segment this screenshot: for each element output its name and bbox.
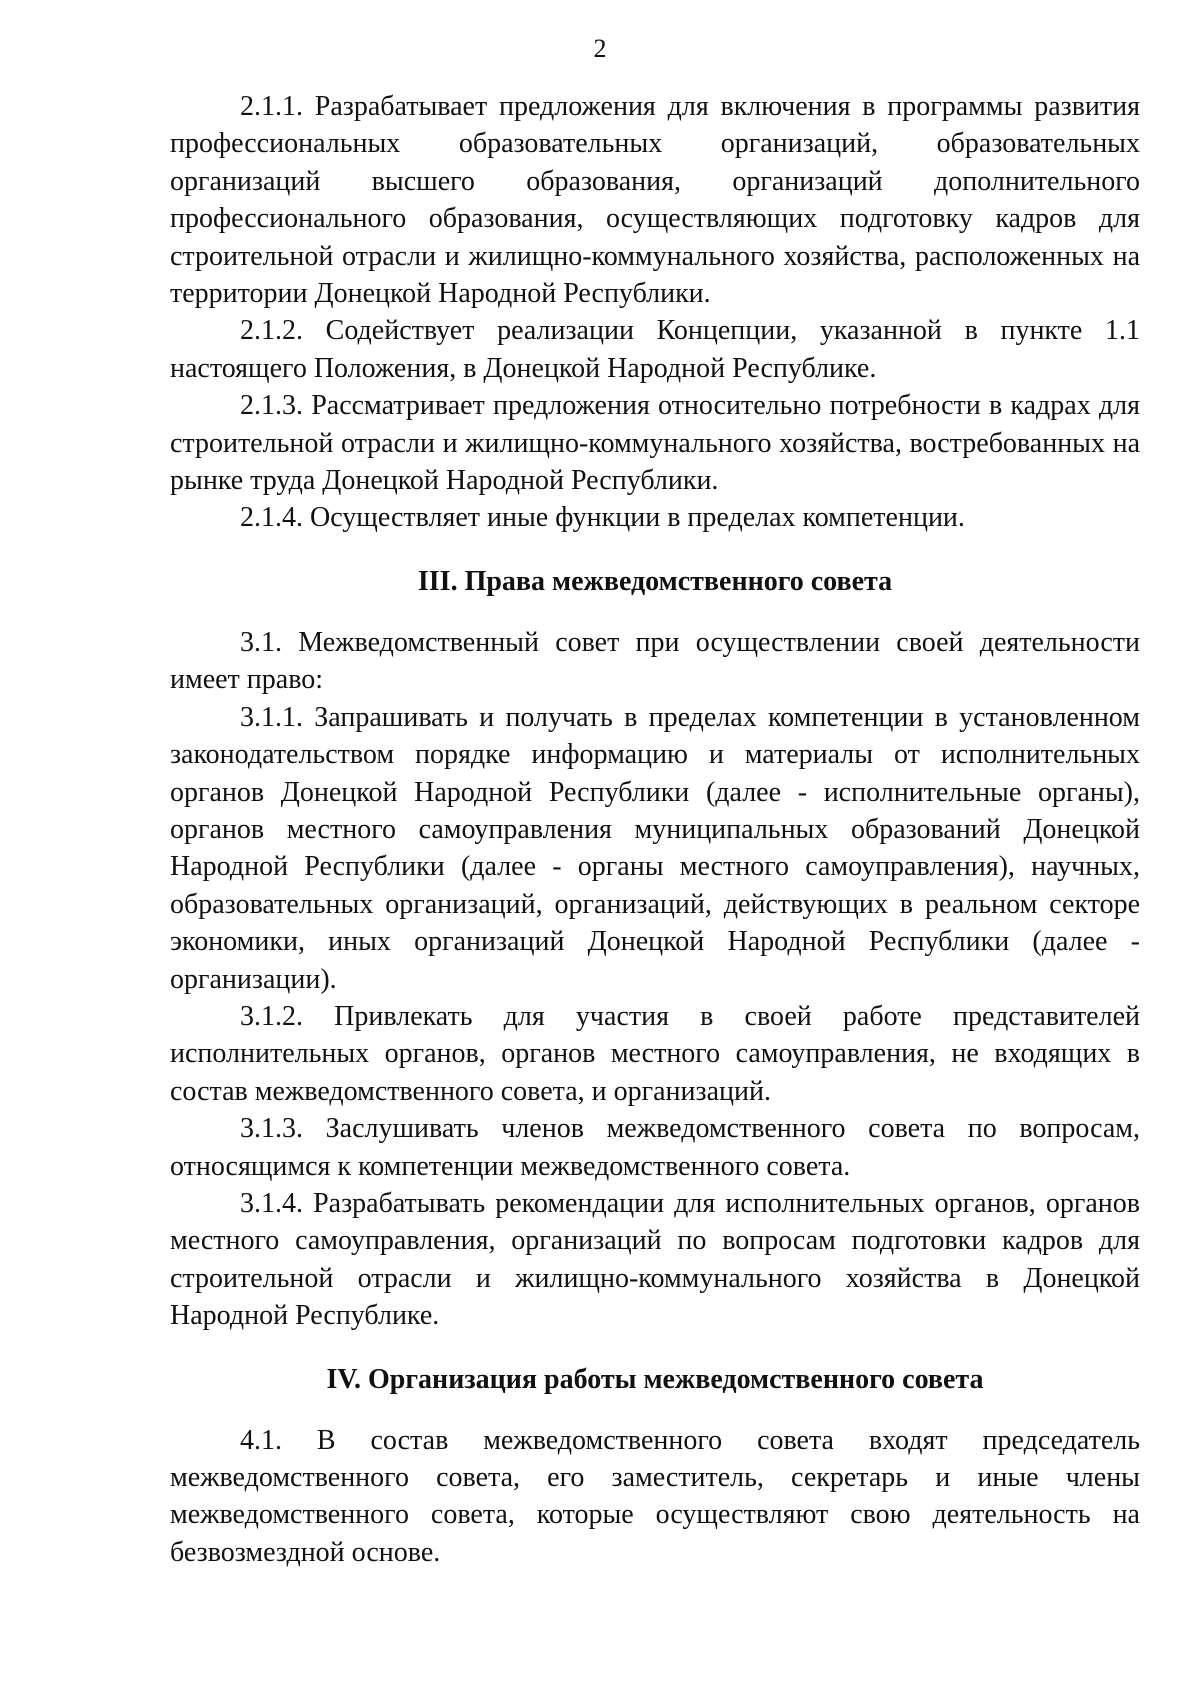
section-heading-iv: IV. Организация работы межведомственного совета [326,1363,984,1395]
document-body [170,88,1140,1571]
spacer [170,537,1140,563]
spacer [170,1335,1140,1361]
page-number: 2 [593,34,607,63]
paragraph-2-1-3: 2.1.3. Рассматривает предложения относительно потребности в кадрах для строительной отрасли и жилищно-коммунального хозяйства, востребованных на рынке труда Донецкой Народной Республики. [170,390,1140,497]
paragraph-3-1: 3.1. Межведомственный совет при осуществлении своей деятельности имеет право: [170,626,1140,696]
paragraph-2-1-2: 2.1.2. Содействует реализации Концепции, указанной в пункте 1.1 настоящего Положения, в Донецкой Народной Республике. [170,315,1140,384]
paragraph-3-1-3: 3.1.3. Заслушивать членов межведомственного совета по вопросам, относящимся к компетенции межведомственного совета. [170,1113,1140,1182]
spacer [170,1398,1140,1422]
paragraph-2-1-1: 2.1.1. Разрабатывает предложения для включения в программы развития профессиональных образовательных организаций, образовательных организаций высшего образования, организаций дополнительного профессионального образования, осуществляющих подготовку кадров для строительной отрасли и жилищно-коммунального хозяйства, расположенных на территории Донецкой Народной Республики. [170,91,1140,310]
paragraph-3-1-4: 3.1.4. Разрабатывать рекомендации для исполнительных органов, органов местного самоуправления, организаций по вопросам подготовки кадров для строительной отрасли и жилищно-коммунального хозяйства в Донецкой Народной Республике. [170,1187,1140,1332]
paragraph-3-1-1: 3.1.1. Запрашивать и получать в пределах компетенции в установленном законодательством порядке информацию и материалы от исполнительных органов Донецкой Народной Республики (далее - исполнительные органы), органов местного самоуправления муниципальных образований Донецкой Народной Республики (далее - органы местного самоуправления), научных, образовательных организаций, организаций, действующих в реальном секторе экономики, иных организаций Донецкой Народной Республики (далее - организации). [170,701,1140,995]
spacer [170,600,1140,624]
section-heading-iii: III. Права межведомственного совета [417,565,893,597]
paragraph-4-1: 4.1. В состав межведомственного совета входят председатель межведомственного совета, его заместитель, секретарь и иные члены межведомственного совета, которые осуществляют свою деятельность на безвозмездной основе. [170,1424,1140,1568]
paragraph-2-1-4: 2.1.4. Осуществляет иные функции в пределах компетенции. [240,502,965,534]
paragraph-3-1-2: 3.1.2. Привлекать для участия в своей работе представителей исполнительных органов, органов местного самоуправления, не входящих в состав межведомственного совета, и организаций. [170,1000,1140,1107]
